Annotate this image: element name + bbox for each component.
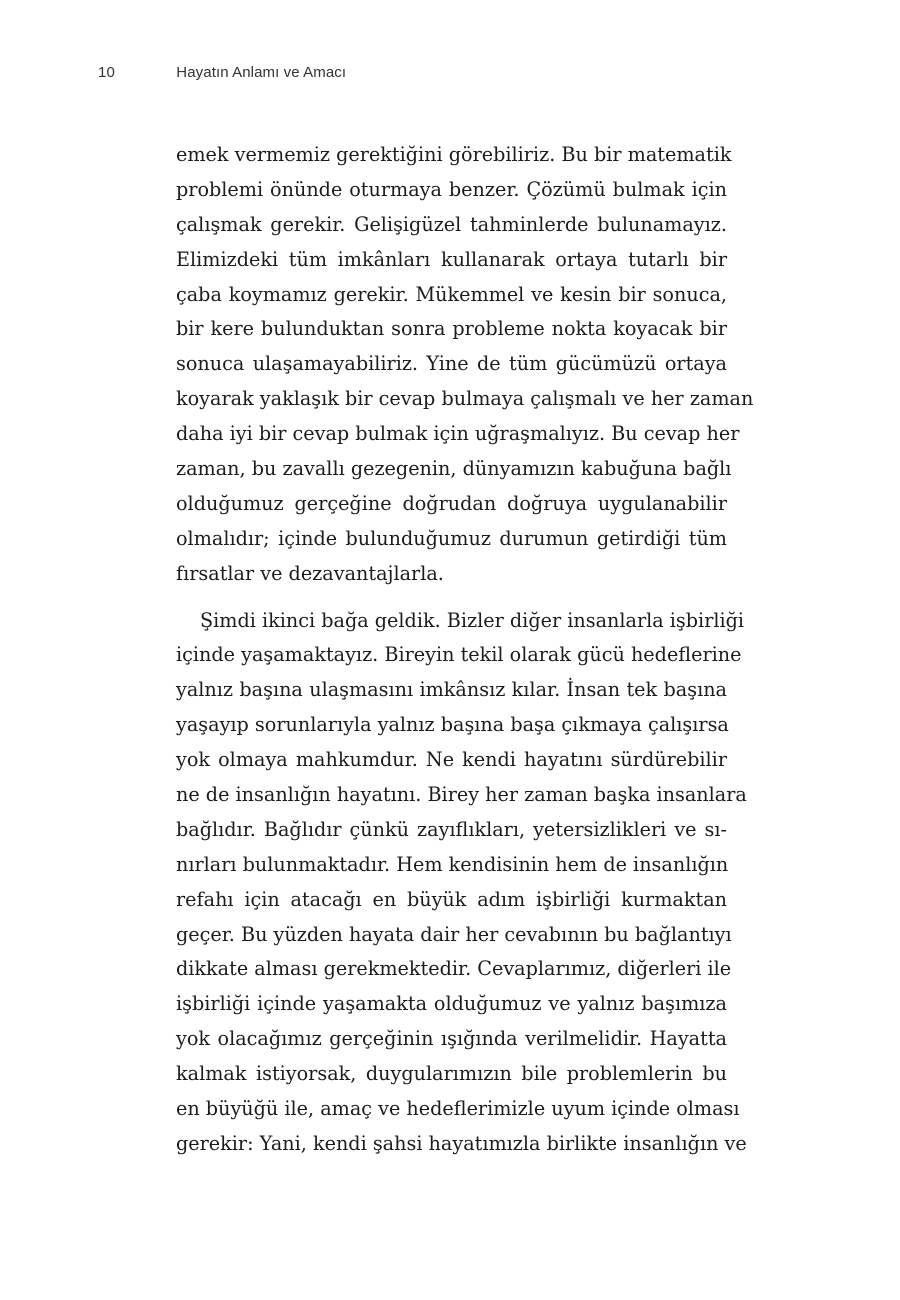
text-line: yalnız başına ulaşmasını imkânsız kılar. İnsan tek başına [176, 678, 727, 702]
text-line: bir kere bulunduktan sonra probleme nokta koyacak bir [176, 317, 727, 341]
text-line: emek vermemiz gerektiğini görebiliriz. Bu bir matematik [176, 143, 732, 166]
running-title: Hayatın Anlamı ve Amacı [176, 64, 347, 81]
text-line: dikkate alması gerekmektedir. Cevaplarımız, diğerleri ile [176, 957, 732, 981]
text-line: nırları bulunmaktadır. Hem kendisinin hem de insanlığın [176, 852, 729, 876]
text-line: ne de insanlığın hayatını. Birey her zaman başka insanlara [176, 783, 747, 807]
text-line: yok olmaya mahkumdur. Ne kendi hayatını sürdürebilir [176, 748, 727, 772]
text-line: refahı için atacağı en büyük adım işbirliği kurmaktan [176, 887, 727, 911]
text-line: içinde yaşamaktayız. Bireyin tekil olarak gücü hedeflerine [176, 643, 742, 667]
running-header [98, 64, 346, 81]
text-line: Elimizdeki tüm imkânları kullanarak ortaya tutarlı bir [176, 247, 727, 271]
text-line: gerekir: Yani, kendi şahsi hayatımızla birlikte insanlığın ve [176, 1131, 747, 1155]
text-line: problemi önünde oturmaya benzer. Çözümü bulmak için [176, 177, 727, 201]
text-line: Şimdi ikinci bağa geldik. Bizler diğer insanlarla işbirliği [200, 608, 745, 632]
paragraph-1 [176, 138, 754, 592]
body-text [176, 138, 754, 1162]
text-line: yok olacağımız gerçeğinin ışığında verilmelidir. Hayatta [176, 1027, 727, 1051]
text-line: kalmak istiyorsak, duygularımızın bile problemlerin bu [176, 1062, 727, 1086]
text-line: geçer. Bu yüzden hayata dair her cevabının bu bağlantıyı [176, 922, 732, 946]
text-line: çalışmak gerekir. Gelişigüzel tahminlerde bulunamayız. [176, 212, 727, 236]
text-line: daha iyi bir cevap bulmak için uğraşmalıyız. Bu cevap her [176, 422, 740, 446]
text-line: yaşayıp sorunlarıyla yalnız başına başa çıkmaya çalışırsa [176, 713, 729, 737]
text-line: olduğumuz gerçeğine doğrudan doğruya uygulanabilir [176, 491, 727, 515]
text-line: sonuca ulaşamayabiliriz. Yine de tüm gücümüzü ortaya [176, 352, 727, 376]
page-number: 10 [98, 64, 115, 81]
paragraph-2 [176, 604, 747, 1162]
text-line: bağlıdır. Bağlıdır çünkü zayıflıkları, yetersizlikleri ve sı- [176, 817, 727, 841]
text-line: çaba koymamız gerekir. Mükemmel ve kesin bir sonuca, [176, 282, 727, 306]
text-line: zaman, bu zavallı gezegenin, dünyamızın kabuğuna bağlı [176, 457, 732, 481]
text-line: işbirliği içinde yaşamakta olduğumuz ve yalnız başımıza [176, 992, 727, 1016]
text-line: en büyüğü ile, amaç ve hedeflerimizle uyum içinde olması [176, 1097, 740, 1121]
text-line: fırsatlar ve dezavantajlarla. [176, 561, 444, 585]
text-line: olmalıdır; içinde bulunduğumuz durumun getirdiği tüm [176, 526, 727, 550]
text-line: koyarak yaklaşık bir cevap bulmaya çalışmalı ve her zaman [176, 387, 754, 411]
